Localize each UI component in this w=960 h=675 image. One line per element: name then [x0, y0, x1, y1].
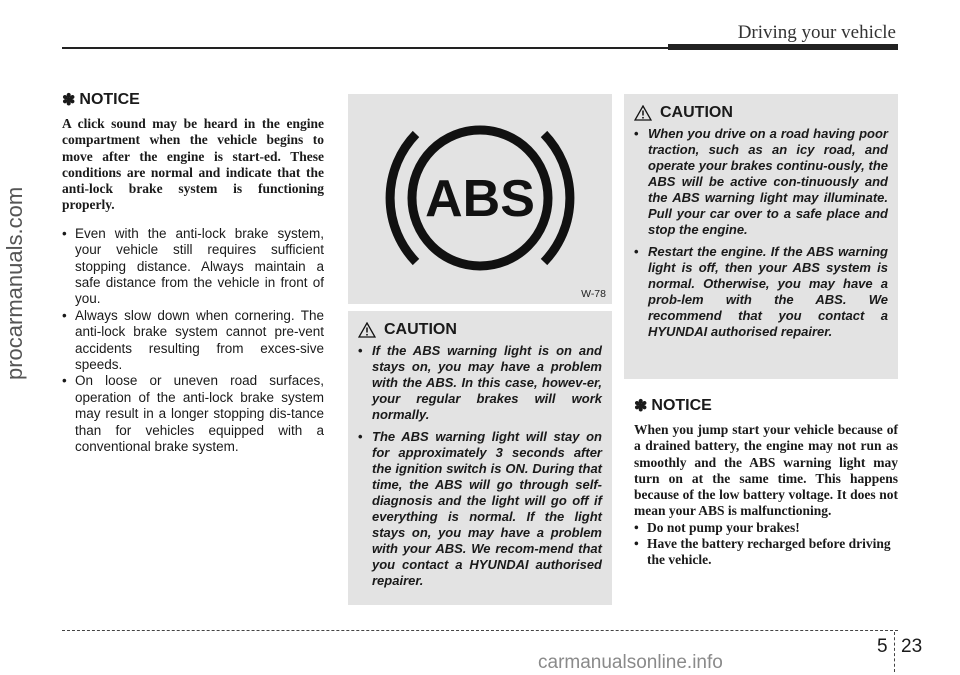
caution-list: [358, 343, 602, 589]
notice-star-icon: ✽: [634, 398, 648, 415]
caution-list: [634, 126, 888, 340]
figure-code: W-78: [581, 288, 606, 300]
caution-heading-text: CAUTION: [660, 104, 733, 121]
notice-body: A click sound may be heard in the engine compartment when the vehicle begins to move after the engine is start-ed. These conditions are normal and indicate that the anti-lock brake system is functioning properly.: [62, 116, 324, 213]
header-rule-accent: [668, 44, 898, 50]
abs-warning-light-icon: [348, 94, 612, 304]
footer-separator: [894, 632, 895, 672]
notice-bullet: • Do not pump your brakes!: [634, 520, 898, 536]
side-watermark: procarmanuals.com: [2, 186, 27, 380]
caution-heading-text: CAUTION: [384, 321, 457, 338]
notice-body: When you jump start your vehicle because of a drained battery, the engine may not run as smoothly and the ABS warning light may turn on at the same time. This happens because of the low battery voltage. It does not mean your ABS is malfunctioning.: [634, 422, 898, 519]
caution-box-abs-light: [348, 311, 612, 605]
footer-rule: [62, 630, 898, 631]
notice-section: [62, 90, 324, 455]
caution-heading: [634, 104, 888, 122]
caution-heading: [358, 321, 602, 339]
notice-bullet-list: [634, 520, 898, 569]
notice-star-icon: ✽: [62, 92, 76, 109]
caution-item: • If the ABS warning light is on and stays on, you may have a problem with the ABS. In this case, howev-er, your regular brakes will work normally.: [358, 343, 602, 423]
chapter-number: 5: [877, 636, 888, 657]
notice-heading: [62, 90, 324, 110]
notice-bullet: • On loose or uneven road surfaces, operation of the anti-lock brake system may result in a longer stopping dis-tance than for vehicles equipped with a conventional brake system.: [62, 373, 324, 455]
bottom-watermark: carmanualsonline.info: [538, 652, 723, 673]
page-number: 23: [901, 636, 923, 657]
caution-box-poor-traction: [624, 94, 898, 379]
notice-heading: [634, 396, 898, 416]
caution-item: • The ABS warning light will stay on for approximately 3 seconds after the ignition switch is ON. During that time, the ABS will go through self-diagnosis and the light will go off if everything is normal. If the light stays on, you may have a problem with your ABS. We recom-mend that you contact a HYUNDAI authorised repairer.: [358, 429, 602, 589]
notice-jump-start-section: [634, 396, 898, 569]
notice-bullet: • Have the battery recharged before driving the vehicle.: [634, 536, 898, 569]
header-rule: [62, 47, 668, 49]
abs-symbol-text: ABS: [425, 170, 535, 228]
notice-bullet: • Always slow down when cornering. The anti-lock brake system cannot pre-vent accidents resulting from exces-sive speeds.: [62, 308, 324, 374]
notice-bullet-list: [62, 226, 324, 456]
notice-heading-text: NOTICE: [79, 91, 140, 108]
page-header-title: Driving your vehicle: [737, 22, 896, 43]
caution-item: • Restart the engine. If the ABS warning light is off, then your ABS system is normal. Otherwise, you may have a prob-lem with the ABS. We recommend that you contact a HYUNDAI authorised repairer.: [634, 244, 888, 340]
caution-item: • When you drive on a road having poor traction, such as an icy road, and operate your brakes continu-ously, the ABS will be active con-tinuously and the ABS warning light may illuminate. Pull your car over to a safe place and stop the engine.: [634, 126, 888, 238]
warning-triangle-icon: [358, 322, 376, 338]
abs-warning-figure: [348, 94, 612, 304]
notice-bullet: • Even with the anti-lock brake system, your vehicle still requires sufficient stopping distance. Always maintain a safe distance from the vehicle in front of you.: [62, 226, 324, 308]
warning-triangle-icon: [634, 105, 652, 121]
notice-heading-text: NOTICE: [651, 397, 712, 414]
